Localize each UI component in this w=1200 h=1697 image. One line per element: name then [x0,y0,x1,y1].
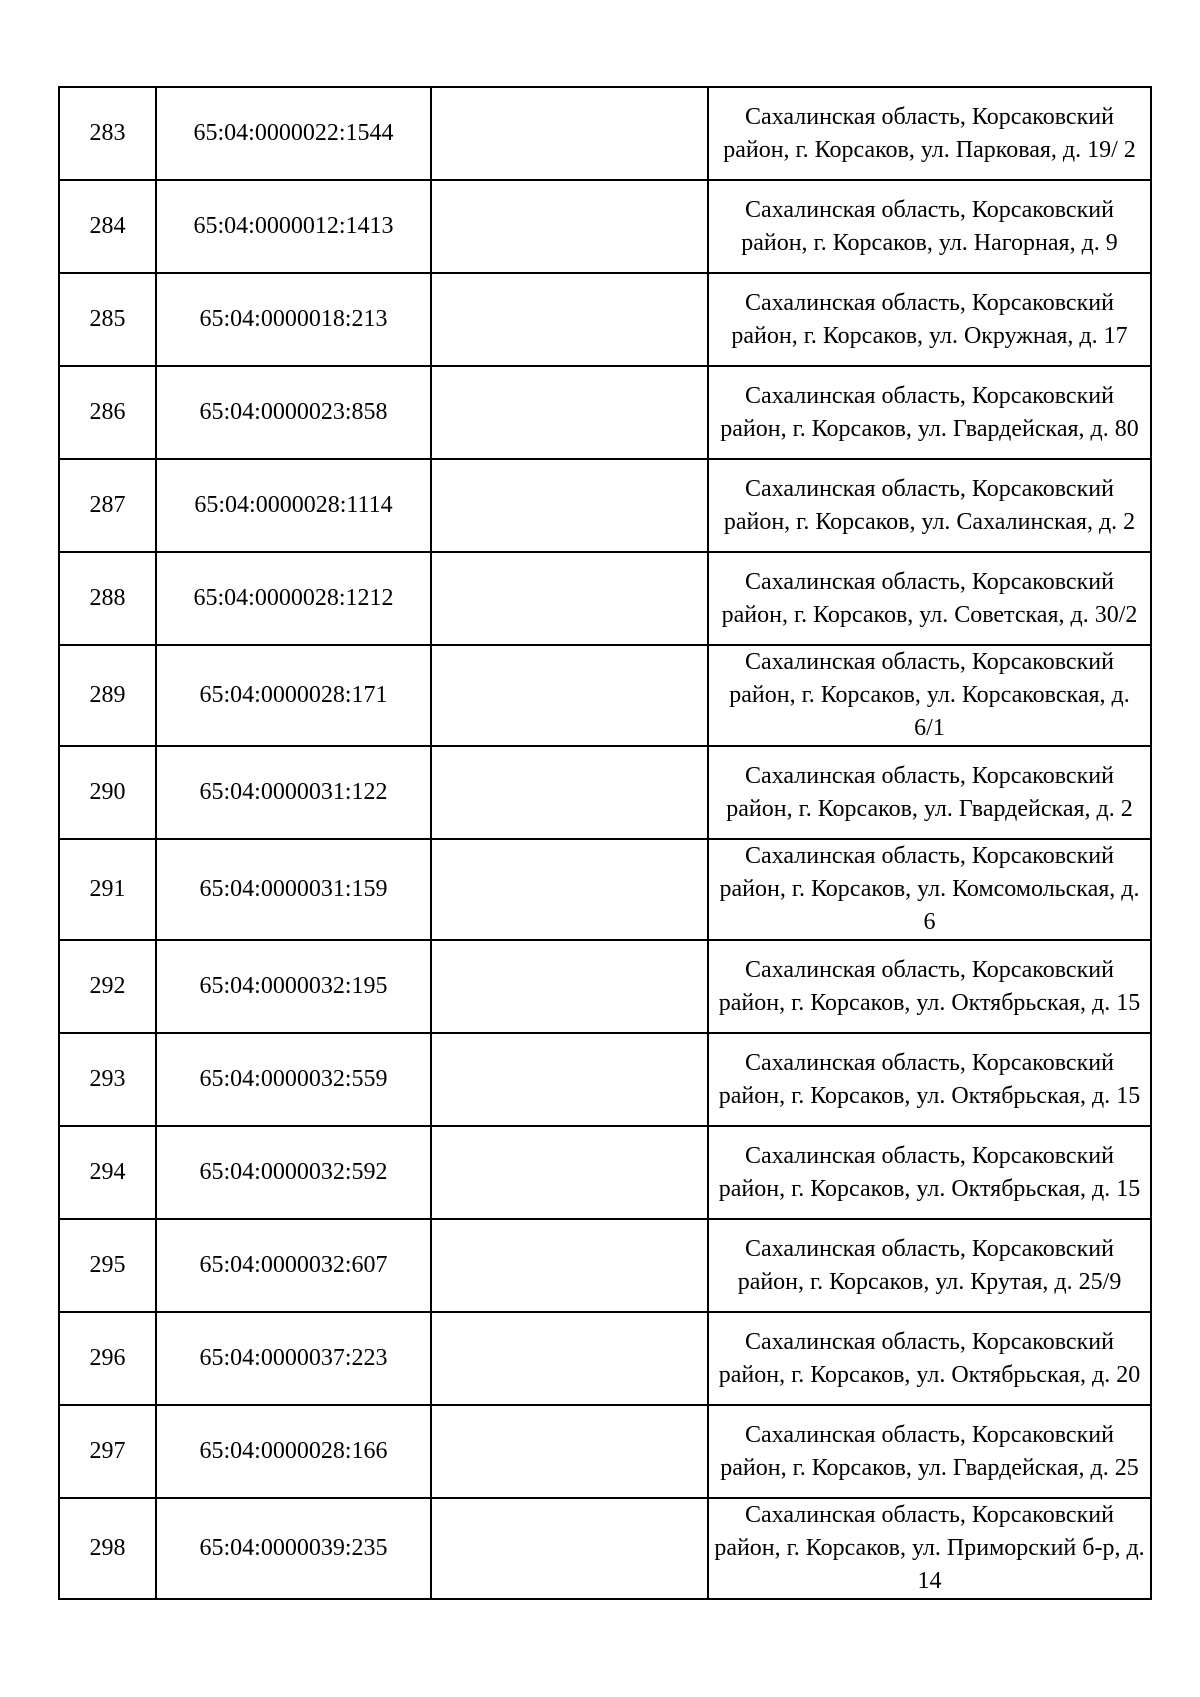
cadastral-number-cell: 65:04:0000028:166 [156,1405,431,1498]
row-number-cell: 296 [59,1312,156,1405]
cadastral-number-cell: 65:04:0000031:122 [156,746,431,839]
address-cell: Сахалинская область, Корсаковский район, г. Корсаков, ул. Октябрьская, д. 20 [708,1312,1151,1405]
empty-cell [431,273,708,366]
address-cell: Сахалинская область, Корсаковский район, г. Корсаков, ул. Октябрьская, д. 15 [708,940,1151,1033]
address-cell: Сахалинская область, Корсаковский район, г. Корсаков, ул. Сахалинская, д. 2 [708,459,1151,552]
empty-cell [431,459,708,552]
row-number-cell: 289 [59,645,156,746]
address-cell: Сахалинская область, Корсаковский район, г. Корсаков, ул. Комсомольская, д. 6 [708,839,1151,940]
address-cell: Сахалинская область, Корсаковский район, г. Корсаков, ул. Окружная, д. 17 [708,273,1151,366]
empty-cell [431,1498,708,1599]
address-cell: Сахалинская область, Корсаковский район, г. Корсаков, ул. Гвардейская, д. 2 [708,746,1151,839]
address-cell: Сахалинская область, Корсаковский район, г. Корсаков, ул. Парковая, д. 19/ 2 [708,87,1151,180]
table-row [59,552,1151,645]
cadastral-number-cell: 65:04:0000039:235 [156,1498,431,1599]
table-row [59,459,1151,552]
empty-cell [431,1126,708,1219]
row-number-cell: 295 [59,1219,156,1312]
empty-cell [431,1033,708,1126]
address-cell: Сахалинская область, Корсаковский район, г. Корсаков, ул. Нагорная, д. 9 [708,180,1151,273]
row-number-cell: 283 [59,87,156,180]
address-cell: Сахалинская область, Корсаковский район, г. Корсаков, ул. Корсаковская, д. 6/1 [708,645,1151,746]
row-number-cell: 293 [59,1033,156,1126]
address-cell: Сахалинская область, Корсаковский район, г. Корсаков, ул. Октябрьская, д. 15 [708,1126,1151,1219]
row-number-cell: 288 [59,552,156,645]
empty-cell [431,180,708,273]
table-row [59,940,1151,1033]
row-number-cell: 297 [59,1405,156,1498]
cadastral-number-cell: 65:04:0000032:607 [156,1219,431,1312]
table-row [59,87,1151,180]
empty-cell [431,940,708,1033]
empty-cell [431,552,708,645]
table-row [59,746,1151,839]
address-cell: Сахалинская область, Корсаковский район, г. Корсаков, ул. Гвардейская, д. 80 [708,366,1151,459]
address-cell: Сахалинская область, Корсаковский район, г. Корсаков, ул. Приморский б-р, д. 14 [708,1498,1151,1599]
cadastral-number-cell: 65:04:0000028:1114 [156,459,431,552]
empty-cell [431,366,708,459]
empty-cell [431,1312,708,1405]
table-row [59,1498,1151,1599]
table-row [59,1219,1151,1312]
table-body [59,87,1151,1599]
cadastral-number-cell: 65:04:0000031:159 [156,839,431,940]
table-row [59,273,1151,366]
cadastral-number-cell: 65:04:0000037:223 [156,1312,431,1405]
cadastral-number-cell: 65:04:0000018:213 [156,273,431,366]
empty-cell [431,1219,708,1312]
table-row [59,1405,1151,1498]
row-number-cell: 285 [59,273,156,366]
empty-cell [431,645,708,746]
cadastral-number-cell: 65:04:0000022:1544 [156,87,431,180]
table-row [59,839,1151,940]
empty-cell [431,87,708,180]
row-number-cell: 284 [59,180,156,273]
property-registry-table [58,86,1152,1600]
cadastral-number-cell: 65:04:0000028:171 [156,645,431,746]
row-number-cell: 294 [59,1126,156,1219]
empty-cell [431,839,708,940]
cadastral-number-cell: 65:04:0000023:858 [156,366,431,459]
table-row [59,1312,1151,1405]
cadastral-number-cell: 65:04:0000012:1413 [156,180,431,273]
row-number-cell: 287 [59,459,156,552]
row-number-cell: 298 [59,1498,156,1599]
cadastral-number-cell: 65:04:0000032:592 [156,1126,431,1219]
row-number-cell: 286 [59,366,156,459]
address-cell: Сахалинская область, Корсаковский район, г. Корсаков, ул. Октябрьская, д. 15 [708,1033,1151,1126]
address-cell: Сахалинская область, Корсаковский район, г. Корсаков, ул. Гвардейская, д. 25 [708,1405,1151,1498]
table-row [59,180,1151,273]
empty-cell [431,746,708,839]
address-cell: Сахалинская область, Корсаковский район, г. Корсаков, ул. Советская, д. 30/2 [708,552,1151,645]
row-number-cell: 291 [59,839,156,940]
table-row [59,645,1151,746]
empty-cell [431,1405,708,1498]
row-number-cell: 292 [59,940,156,1033]
cadastral-number-cell: 65:04:0000032:559 [156,1033,431,1126]
cadastral-number-cell: 65:04:0000032:195 [156,940,431,1033]
table-row [59,366,1151,459]
row-number-cell: 290 [59,746,156,839]
table-row [59,1033,1151,1126]
address-cell: Сахалинская область, Корсаковский район, г. Корсаков, ул. Крутая, д. 25/9 [708,1219,1151,1312]
cadastral-number-cell: 65:04:0000028:1212 [156,552,431,645]
table-row [59,1126,1151,1219]
